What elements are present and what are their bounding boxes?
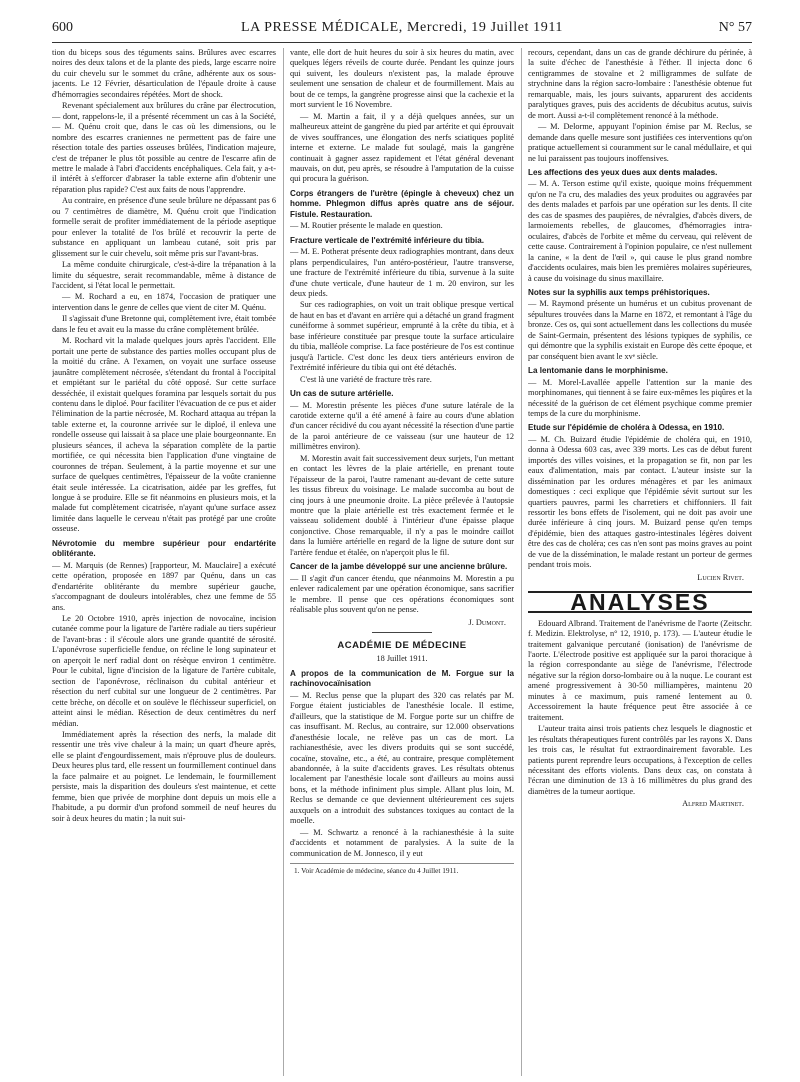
paragraph: La même conduite chirurgicale, c'est-à-dire la trépanation à la limite du séquestre, serait recommandable, même à distance de l'accident, si l'état local le permettait. xyxy=(52,260,276,290)
page-header xyxy=(52,20,752,38)
column-divider xyxy=(521,48,522,1076)
session-date: 18 Juillet 1911. xyxy=(376,654,428,664)
paragraph: Sur ces radiographies, on voit un trait oblique presque vertical de haut en bas et d'avant en arrière qui a détaché un grand fragment cunéiforme à sommet supérieur, emprunté à la crête du tibia, et à base inférieure constituée par presque toute la surface articulaire du tibia, malléole comprise. La face postérieure de l'os est continue jusqu'à l'article. C'est donc les deux tiers antérieurs environ de l'extrémité inférieure du tibia qui ont été détachés. xyxy=(290,300,514,373)
paragraph: Il s'agissait d'une Bretonne qui, complètement ivre, était tombée dans le feu et avait eu la masse du crâne complètement brûlée. xyxy=(52,314,276,334)
paragraph: — M. Schwartz a renoncé à la rachianesthésie à la suite d'accidents et notamment de paralysies. A la suite de la communication de M. Jonnesco, il y eut xyxy=(290,827,514,858)
column-divider xyxy=(283,48,284,1076)
section-heading: Un cas de suture artérielle. xyxy=(290,389,394,399)
paragraph: — M. E. Potherat présente deux radiographies montrant, dans deux plans perpendiculaires, l'un antéro-postérieur, l'autre transverse, une fracture de l'extrémité inférieure du tibia, survenue à la suite d'une chute verticale, d'une hauteur de 1 m. 20 environ, sur les deux pieds. xyxy=(290,247,514,298)
separator xyxy=(372,632,432,633)
page-number: 600 xyxy=(52,20,73,35)
paragraph: vante, elle dort de huit heures du soir à six heures du matin, avec quelques légers réveils de courte durée. Pendant les quinze jours qui suivent, les douleurs n'existent pas, la malade éprouve seulement une sensation de chaleur et de fourmillement. Mais au bout de ce temps, la gangrène progresse ainsi que la cachexie et la mort survient le 16 Novembre. xyxy=(290,48,514,110)
issue-number: N° 57 xyxy=(718,20,752,35)
section-heading: Cancer de la jambe développé sur une ancienne brûlure. xyxy=(290,562,508,572)
section-heading: Corps étrangers de l'urètre (épingle à cheveux) chez un homme. Phlegmon diffus après quatre ans de séjour. Fistule. Restauration. xyxy=(290,188,514,219)
paragraph: tion du biceps sous des téguments sains. Brûlures avec escarres noires des deux talons et de la plante des pieds, large escarre noire du cuir chevelu sur le sommet du crâne, adhérente aux os sous-jacents. Le 12 Février, désarticulation de l'épaule droite à cause d'hémorragies secondaires répétées. Mort de shock. xyxy=(52,48,276,99)
section-heading: Etude sur l'épidémie de choléra à Odessa, en 1910. xyxy=(528,423,725,433)
author-signature: Alfred Martinet. xyxy=(682,799,744,809)
paragraph: M. Rochard vit la malade quelques jours après l'accident. Elle portait une perte de substance des parties molles occupant plus de la moitié du crâne. A l'examen, on voyait une surface osseuse jaunâtre complètement nécrosée, s'étendant du frontal à l'occipital et empiétant sur le pariétal du côté opposé. Sur cette surface desséchée, il existait quelques foramina par lesquels sortait du pus contenu dans le diploé. Pour faciliter l'évacuation de ce pus et aider l'élimination de la partie nécrosée, M. Rochard attaqua au trépan la table externe et, la couronne arrivée sur le diploé, il enleva une rondelle osseuse qui laissait à sa place une plaie bourgeonnante. En plusieurs séances, il acheva la séparation complète de la partie mortifiée, ce qui nécessita bien l'application d'une vingtaine de couronnes de trépan. Seulement, à la partie moyenne et sur une surface de quelques centimètres, l'épaisseur de la voûte cranienne était seule intéressée. La cicatrisation, aidée par les greffes, fut longue à se produire. Elle se fit néanmoins en plusieurs mois, et la malade fut complètement cicatrisée, n'ayant qu'une surface assez limitée dans laquelle le cerveau n'était pas protégé par une croûte osseuse. xyxy=(52,336,276,534)
paragraph: — M. A. Terson estime qu'il existe, quoique moins fréquemment qu'on ne l'a cru, des maladies des yeux produites ou aggravées par des dents malades et parfois par une opération sur les dents. Il cite des cas de spasmes des paupières, de névralgies, d'abcès divers, de larmoiements rebelles, de glaucomes, d'hémorragies intra-oculaires, d'abcès de l'orbite et même du cerveau, qui relèvent de cette cause. Contrairement à l'opinion populaire, ce n'est nullement la canine, « la dent de l'œil », qui cause le plus grand nombre d'accidents oculaires, mais bien les premières molaires supérieures, à cause du voisinage du sinus maxillaire. xyxy=(528,179,752,283)
section-heading: Notes sur la syphilis aux temps préhistoriques. xyxy=(528,287,710,297)
paragraph: — Il s'agit d'un cancer étendu, que néanmoins M. Morestin a pu enlever radicalement par une opération économique, sans sacrifier le membre. Il pense que ces opérations économiques sont réalisable plus souvent qu'on ne pense. xyxy=(290,573,514,615)
section-banner: ANALYSES xyxy=(528,591,752,612)
paragraph: — M. Martin a fait, il y a déjà quelques années, sur un malheureux atteint de gangrène du pied par artérite et qui éprouvait de vives souffrances, une élongation des nerfs sciatiques poplité interne et externe. Le malade fut soulagé, mais la gangrène continuait à gagner assez rapidement et l'état général devenant mauvais, on dut, peu après, se résoudre à l'amputation de la cuisse qui procura la guérison. xyxy=(290,111,514,184)
paragraph: — M. Rochard a eu, en 1874, l'occasion de pratiquer une intervention dans le genre de celles que vient de citer M. Quénu. xyxy=(52,292,276,312)
paragraph: — M. Ch. Buizard étudie l'épidémie de choléra qui, en 1910, donna à Odessa 603 cas, avec 339 morts. Les cas de début furent importés des villes voisines, et la propagation se fit, non par les eaux d'alimentation, mais par contact. L'auteur insiste sur la dissémination par les ordures ménagères et par les animaux domestiques : ceci explique que l'épidémie sévit surtout sur les quartiers pauvres, parmi les charretiers et chiffonniers. Il fait ressortir les bons effets de l'isolement, qui ne doit pas avoir une durée inférieure à cinq jours. M. Buizard pense qu'en temps d'épidémie, bien des attaques gastro-intestinales légères doivent être des cas de choléra; ces cas n'en sont pas moins graves au point de vue de la dissémination, le malade restant un porteur de germes pendant trois mois. xyxy=(528,434,752,570)
paragraph: C'est là une variété de fracture très rare. xyxy=(300,374,432,384)
section-heading: A propos de la communication de M. Forgue sur la rachinovocaïnisation xyxy=(290,668,514,689)
paragraph: Le 20 Octobre 1910, après injection de novocaïne, incision cutanée comme pour la ligature de l'artère radiale au tiers supérieur de l'avant-bras : il s'écoule alors une grande quantité de sérosité. L'aponévrose superficielle fendue, on récline le long supinateur et on aperçoit le nerf radial dont on résèque environ 1 centimètre. Pour le cubital, ligne d'incision de la ligature de l'artère cubitale, section de l'aponévrose, réclinaison du cubital antérieur et résection du nerf cubital sur une longueur de 2 centimètres. Par cette brèche, on décolle et on soulève le fléchisseur superficiel, on atteint ainsi le médian. Résection de deux centimètres du nerf médian. xyxy=(52,614,276,728)
section-heading: Névrotomie du membre supérieur pour endartérite oblitérante. xyxy=(52,538,276,559)
paragraph: — M. Routier présente le malade en question. xyxy=(290,221,443,231)
journal-title: LA PRESSE MÉDICALE, Mercredi, 19 Juillet 1911 xyxy=(240,20,564,35)
column-2 xyxy=(290,48,514,1076)
section-heading: Les affections des yeux dues aux dents malades. xyxy=(528,167,718,177)
section-title: ACADÉMIE DE MÉDECINE xyxy=(337,640,467,652)
footnote: 1. Voir Académie de médecine, séance du 4 Juillet 1911. xyxy=(290,863,514,876)
paragraph: — M. Delorme, appuyant l'opinion émise par M. Reclus, se demande dans quelle mesure sont justifiées ces interventions qu'on pratique actuellement si couramment sur le canal médullaire, et qui ne lui paraissent pas toujours inoffensives. xyxy=(528,122,752,163)
paragraph: Immédiatement après la résection des nerfs, la malade dit ressentir une très vive chaleur à la main; un quart d'heure après, elle se plaint d'engourdissement, mais n'éprouve plus de douleurs. Deux heures plus tard, elle ressent un fourmillement continuel dans la face palmaire et au poignet. Le lendemain, le fourmillement persiste, mais la disparition des douleurs s'est maintenue, et cette femme, bien que privée de morphine dont depuis un mois elle a l'habitude, a pu dormir d'un profond sommeil de neuf heures du soir à deux heures du matin ; la nuit sui- xyxy=(52,730,276,823)
section-heading: La lentomanie dans le morphinisme. xyxy=(528,366,668,376)
author-signature: J. Dumont. xyxy=(468,617,506,627)
paragraph: L'auteur traita ainsi trois patients chez lesquels le diagnostic et les résultats thérapeutiques furent contrôlés par les rayons X. Dans les trois cas, le résultat fut extraordinairement favorable. Les patients purent reprendre leurs occupations, à l'exception de celles nécessitant des efforts violents. Dans deux cas, on constata à l'écran une diminution de 13 à 16 millimètres du plus grand des diamètres de la tumeur aortique. xyxy=(528,724,752,796)
paragraph: — M. Morel-Lavallée appelle l'attention sur la manie des morphinomanes, qui tiennent à se faire eux-mêmes les piqûres et la nécessité de la guérison de cet élément psychique comme premier temps de la cure du morphinisme. xyxy=(528,377,752,418)
section-heading: Fracture verticale de l'extrémité inférieure du tibia. xyxy=(290,235,484,245)
column-3 xyxy=(528,48,752,1076)
column-1 xyxy=(52,48,276,1076)
header-rule xyxy=(52,42,752,43)
author-signature: Lucien Rivet. xyxy=(697,572,744,582)
paragraph: M. Morestin avait fait successivement deux surjets, l'un mettant en contact les lèvres de la plaie artérielle, en prenant toute l'épaisseur de la paroi, l'autre ramenant au-devant de cette suture les tissus fibreux du voisinage. Le malade succomba au bout de cinq jours à une pneumonie droite. La pièce prélevée à l'autopsie montre que la plaie artérielle est très exactement fermée et le vaisseau solidement doublé à l'intérieur d'une épaisse plaque conjonctive. Chose remarquable, il n'y a pas le moindre caillot dans la lumière artérielle en regard de la ligne de suture dont sur l'artère fendue et étalée, on n'aperçoit plus le fil. xyxy=(290,453,514,557)
paragraph: — M. Reclus pense que la plupart des 320 cas relatés par M. Forgue étaient justiciables de l'anesthésie locale. Il estime, d'ailleurs, que la statistique de M. Forgue porte sur un chiffre de cas insuffisant. M. Reclus, au contraire, sur 12.000 observations d'anesthésie locale, ne relève pas un cas de mort. La rachianesthésie, avec les divers produits qui se sont succédé, cocaïne, stovaïne, etc., a été, au contraire, presque complètement abandonnée, à la suite d'accidents graves. Les résultats obtenus localement par l'anesthésie locale sont d'ailleurs au moins aussi bons, et la méthode infiniment plus simple. Allant plus loin, M. Reclus se demande ce que deviennent ultérieurement ces sujets auxquels on a introduit des substances toxiques au contact de la moelle. xyxy=(290,690,514,826)
paragraph: Edouard Albrand. Traitement de l'anévrisme de l'aorte (Zeitschr. f. Medizin. Elektrolyse, n° 12, 1910, p. 173). — L'auteur étudie le traitement galvanique percutané (ionisation) de l'anévrisme de l'aorte. L'électrode positive est appliquée sur la paroi thoracique à la région correspondante au siège de l'anévrisme, l'électrode négative sur la région dorso-lombaire ou à la nuque. Le courant est amené progressivement à 30-50 milliampères, maintenu 20 minutes à ce maximum, puis ramené lentement au 0. Accessoirement la haute fréquence peut être associée à ce traitement. xyxy=(528,618,752,722)
paragraph: Au contraire, en présence d'une seule brûlure ne dépassant pas 6 ou 7 centimètres de diamètre, M. Quénu croit que l'indication formelle serait de profiter immédiatement de la période aseptique pour enlever la totalité de l'os brûlé et recouvrir la perte de substance en appliquant un lambeau cutané, soit pris par glissement sur le cuir chevelu, soit même pris sur l'avant-bras. xyxy=(52,196,276,258)
paragraph: — M. Morestin présente les pièces d'une suture latérale de la carotide externe qu'il a été amené à faire au cours d'une ablation d'un cancer récidivé du cou ayant nécessité la résection d'une partie de la paroi antérieure de ce vaisseau (sur une hauteur de 12 millimètres environ). xyxy=(290,400,514,452)
paragraph: — M. Raymond présente un humérus et un cubitus provenant de sépultures trouvées dans la Marne en 1872, et remontant à l'âge du bronze. Ces os, qui sont actuellement dans les collections du musée de Saint-Germain, présentent des lésions typiques de syphilis, ce qui démontre que la syphilis existait en Europe dès cette époque, et par conséquent bien avant le xvᵉ siècle. xyxy=(528,299,752,361)
paragraph: Revenant spécialement aux brûlures du crâne par électrocution, — dont, rappelons-le, il a présenté récemment un cas à la Société, — M. Quénu croit que, dans le cas où les dimensions, ou le nombre des escarres craniennes ne permettent pas de faire une résection totale des parties osseuses brûlées, l'indication majeure, c'est de trépaner le plus tôt possible au centre de l'escarre afin de mettre le malade à l'abri d'accidents encéphaliques. Cela fait, y a-t-il intérêt à s'efforcer d'abraser la table externe afin d'obtenir une réparation plus rapide? C'est aux faits de nous l'apprendre. xyxy=(52,101,276,194)
paragraph: recours, cependant, dans un cas de grande déchirure du périnée, à la suite d'échec de l'anesthésie à l'éther. Il injecta donc 6 centigrammes de stovaïne et 2 milligrammes de sulfate de strychnine dans la région sacro-lombaire : l'anesthésie obtenue fut remarquable, mais, les jours suivants, apparurent des accidents paralytiques graves, puis des accidents de décubitus acutus, suivis de mort. Aussi a-t-il complètement renoncé à la méthode. xyxy=(528,48,752,120)
paragraph: — M. Marquis (de Rennes) [rapporteur, M. Mauclaire] a exécuté cette opération, proposée en 1897 par Quénu, dans un cas d'endartérite oblitérante du membre supérieur gauche, s'accompagnant de douleurs intolérables, chez une femme de 55 ans. xyxy=(52,560,276,612)
